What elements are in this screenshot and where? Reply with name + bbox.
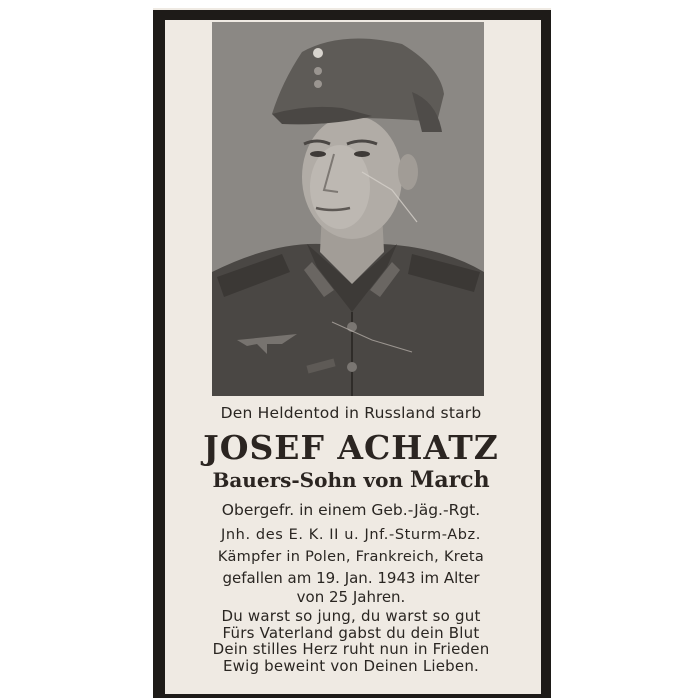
verse-line-4: Ewig beweint von Deinen Lieben. [222, 656, 480, 675]
verse-line-2: Fürs Vaterland gabst du dein Blut [222, 623, 480, 642]
subtitle-line [165, 467, 537, 493]
subtitle-prefix: Bauers-Sohn von [212, 468, 403, 492]
verse-line-1: Du warst so jung, du warst so gut [221, 607, 481, 625]
subtitle-place: March [409, 467, 490, 493]
death-line-1: gefallen am 19. Jan. 1943 im Alter [222, 569, 480, 587]
death-details [165, 569, 537, 607]
portrait-photo [212, 22, 484, 396]
soldier-portrait-image [212, 22, 484, 396]
decorations-text: Jnh. des E. K. II u. Jnf.-Sturm-Abz. [221, 527, 481, 543]
death-line-2: von 25 Jahren. [296, 588, 406, 606]
deceased-name: JOSEF ACHATZ [203, 428, 499, 467]
rank-text: Obergefr. in einem Geb.-Jäg.-Rgt. [221, 501, 481, 519]
verse-block [165, 608, 537, 674]
verse-line-3: Dein stilles Herz ruht nun in Frieden [212, 640, 490, 658]
headline-text: Den Heldentod in Russland starb [220, 404, 482, 422]
campaigns-text: Kämpfer in Polen, Frankreich, Kreta [217, 549, 485, 565]
